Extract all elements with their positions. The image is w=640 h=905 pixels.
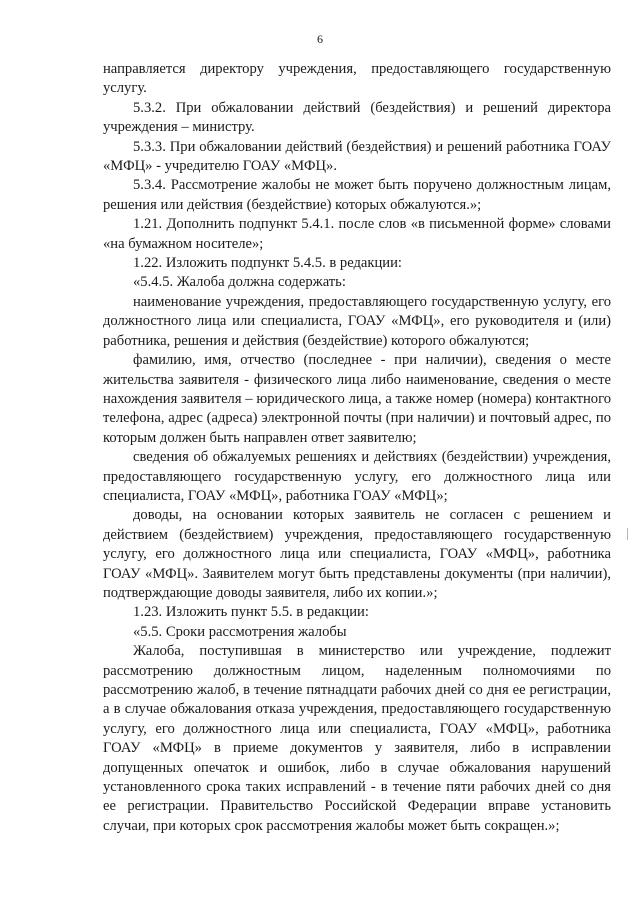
document-body — [103, 60, 611, 836]
paragraph: доводы, на основании которых заявитель не согласен с решением и действием (бездействием) учреждения, предоставляющего государственную услугу, его должностного лица или специалиста, ГОАУ «МФЦ», работника ГОАУ «МФЦ». Заявителем могут быть представлены документы (при наличии), подтверждающие доводы заявителя, либо их копии.»; — [103, 507, 611, 601]
paragraph: «5.5. Сроки рассмотрения жалобы — [133, 623, 347, 640]
paragraph: 5.3.4. Рассмотрение жалобы не может быть поручено должностным лицам, решения или действия (бездействие) которых обжалуются.»; — [103, 177, 611, 213]
paragraph: наименование учреждения, предоставляющего государственную услугу, его должностного лица или специалиста, ГОАУ «МФЦ», его руководителя и (или) работника, решения и действия (бездействие) которого обжалуются; — [103, 293, 611, 349]
paragraph: 1.22. Изложить подпункт 5.4.5. в редакции: — [133, 255, 402, 272]
page-number: 6 — [317, 32, 323, 46]
paragraph: Жалоба, поступившая в министерство или учреждение, подлежит рассмотрению должностным лицом, наделенным полномочиями по рассмотрению жалоб, в течение пятнадцати рабочих дней со дня ее регистрации, а в случае обжалования отказа учреждения, предоставляющего государственную услугу, его должностного лица или специалиста, ГОАУ «МФЦ», работника ГОАУ «МФЦ» в приеме документов у заявителя, либо в исправлении допущенных опечаток и ошибок, либо в случае обжалования нарушений установленного срока таких исправлений - в течение пяти рабочих дней со дня ее регистрации. Правительство Российской Федерации вправе установить случаи, при которых срок рассмотрения жалобы может быть сокращен.»; — [103, 643, 611, 834]
scan-edge-mark — [627, 528, 628, 540]
paragraph: 5.3.3. При обжаловании действий (бездействия) и решений работника ГОАУ «МФЦ» - учредителю ГОАУ «МФЦ». — [103, 138, 611, 175]
paragraph: 5.3.2. При обжаловании действий (бездействия) и решений директора учреждения – министру. — [103, 99, 611, 136]
paragraph: направляется директору учреждения, предоставляющего государственную услугу. — [103, 61, 611, 97]
paragraph: сведения об обжалуемых решениях и действиях (бездействии) учреждения, предоставляющего государственную услугу, его должностного лица или специалиста, ГОАУ «МФЦ», работника ГОАУ «МФЦ»; — [103, 449, 611, 504]
paragraph: «5.4.5. Жалоба должна содержать: — [133, 274, 346, 291]
paragraph: фамилию, имя, отчество (последнее - при наличии), сведения о месте жительства заявителя - физического лица либо наименование, сведения о месте нахождения заявителя – юридического лица, а также номер (номера) контактного телефона, адрес (адреса) электронной почты (при наличии) и почтовый адрес, по которым должен быть направлен ответ заявителю; — [103, 352, 611, 446]
paragraph: 1.23. Изложить пункт 5.5. в редакции: — [133, 604, 369, 621]
paragraph: 1.21. Дополнить подпункт 5.4.1. после слов «в письменной форме» словами «на бумажном носителе»; — [103, 216, 611, 252]
